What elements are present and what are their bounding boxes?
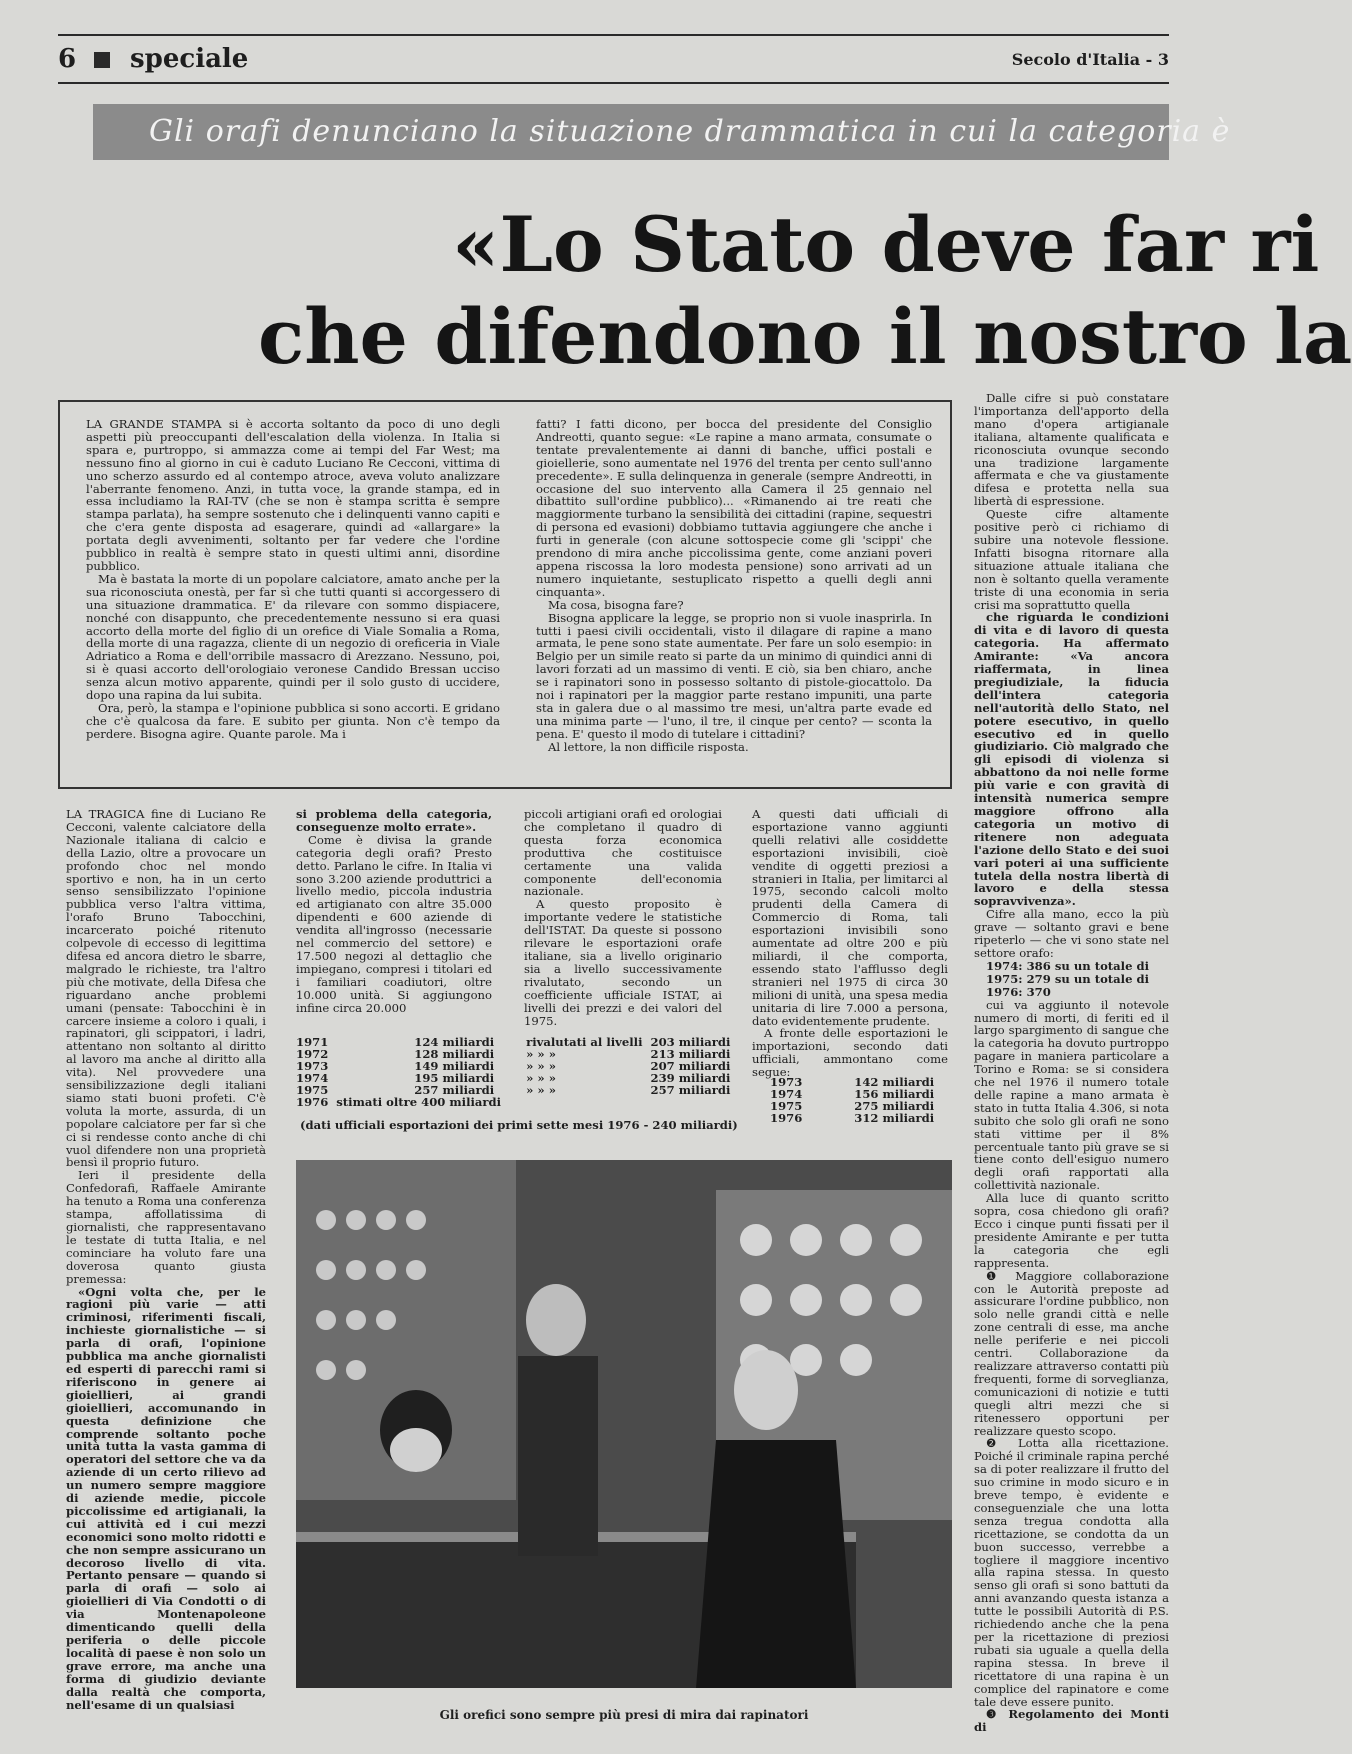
- article-column-1: [66, 808, 266, 1754]
- exports-year: 1975: [296, 1083, 329, 1097]
- article-paragraph: A questi dati ufficiali di esportazione vanno aggiunti quelli relativi alle cosiddette esportazioni invisibili, cioè vendite di oggetti preziosi a stranieri in Italia, per limitarci al 1975, secondo calcoli molto prudenti della Camera di Commercio di Roma, tali esportazioni invisibili sono aumentate ad oltre 200 e più miliardi, il che comporta, essendo stato l'afflusso degli stranieri nel 1975 di circa 30 milioni di unità, una spesa media unitaria di lire 7.000 a persona, dato evidentemente prudente.: [752, 807, 948, 1028]
- exports-revalued: 207 miliardi: [650, 1059, 731, 1073]
- jewelry-shop-photo: [296, 1160, 952, 1688]
- article-paragraph: A fronte delle esportazioni le importazioni, secondo dati ufficiali, ammontano come segue:: [752, 1026, 948, 1080]
- article-paragraph: Queste cifre altamente positive però ci richiamo di subire una notevole flessione. Infatti bisogna ritornare alla situazione attuale italiana che non è soltanto quella veramente triste di una economia in seria crisi ma soprattutto quella: [974, 507, 1169, 612]
- box-paragraph: fatti? I fatti dicono, per bocca del presidente del Consiglio Andreotti, quanto segue: «Le rapine a mano armata, consumate o tentate prevalentemente ai danni di banche, uffici postali e gioiellerie, sono aumentate nel 1976 del trenta per cento sull'anno precedente». E sulla delinquenza in generale (sempre Andreotti, in occasione del suo intervento alla Camera il 25 gennaio nel dibattito sull'ordine pubblico)... «Rimanendo ai tre reati che maggiormente turbano la sensibilità dei cittadini (rapine, sequestri di persona ed evasioni) dobbiamo tuttavia aggiungere che anche i furti in generale (con alcune sottospecie come gli 'scippi' che prendono di mira anche piccolissima gente, come anziani poveri appena riscossa la loro modesta pensione) sono arrivati ad un numero inquietante, sestuplicato rispetto a quelli degli anni cinquanta».: [536, 417, 933, 599]
- article-paragraph: ❷ Lotta alla ricettazione. Poiché il criminale rapina perché sa di poter realizzare il frutto del suo crimine in modo sicuro e in breve tempo, è evidente e conseguenziale che una lotta senza tregua condotta alla ricettazione, se condotta da un buon successo, verrebbe a togliere il maggiore incentivo alla rapina stessa. In questo senso gli orafi si sono battuti da anni avanzando questa istanza a tutte le possibili Autorità di P.S. richiedendo anche che la pena per la ricettazione di preziosi rubati sia uguale a quella della rapina stessa. In breve il ricettatore di una rapina è un complice del rapinatore e come tale deve essere punito.: [974, 1436, 1169, 1709]
- photo-caption: Gli orefici sono sempre più presi di mira dai rapinatori: [439, 1708, 809, 1722]
- imports-value: 312 miliardi: [854, 1111, 935, 1125]
- exports-year: 1972: [296, 1047, 329, 1061]
- article-paragraph: A questo proposito è importante vedere le statistiche dell'ISTAT. Da queste si possono rilevare le esportazioni orafe italiane, sia a livello originario sia a livello successivamente rivalutato, secondo un coefficiente ufficiale ISTAT, ai livelli dei prezzi e dei valori del 1975.: [524, 897, 722, 1028]
- imports-value: 156 miliardi: [854, 1087, 935, 1101]
- editorial-box: [58, 400, 952, 789]
- imports-value: 275 miliardi: [854, 1099, 935, 1113]
- box-paragraph: Ora, però, la stampa e l'opinione pubblica si sono accorti. E gridano che c'è qualcosa da fare. E subito per giunta. Non c'è tempo da perdere. Bisogna agire. Quante parole. Ma i: [86, 700, 500, 741]
- article-paragraph: Alla luce di quanto scritto sopra, cosa chiedono gli orafi? Ecco i cinque punti fissati per il presidente Amirante e per tutta la categoria che egli rappresenta.: [974, 1191, 1169, 1270]
- article-paragraph: LA TRAGICA fine di Luciano Re Cecconi, valente calciatore della Nazionale italiana di calcio e della Lazio, oltre a provocare un profondo choc nel mondo sportivo e non, ha in un certo senso sensibilizzato l'opinione pubblica verso l'altra vittima, l'orafo Bruno Tabocchini, incarcerato poiché ritenuto colpevole di eccesso di legittima difesa ed ancora dietro le sbarre, malgrado le richieste, tra l'altro più che motivate, della Difesa che riguardano anche problemi umani (pensate: Tabocchini è in carcere insieme a coloro i quali, i rapinatori, gli scippatori, i ladri, attentano non soltanto al diritto al lavoro ma anche al diritto alla vita). Nel provvedere una sensibilizzazione degli italiani siamo stati buoni profeti. C'è voluta la morte, assurda, di un popolare calciatore per far sì che ci si rendesse conto anche di chi vuol difendere non una proprietà bensì il proprio futuro.: [66, 807, 266, 1170]
- table-row: [766, 1112, 938, 1124]
- article-column-4: [752, 808, 948, 1078]
- exports-year: 1974: [296, 1071, 329, 1085]
- exports-revalued: 213 miliardi: [650, 1047, 731, 1061]
- section-square-icon: [94, 52, 110, 68]
- imports-year: 1976: [770, 1111, 803, 1125]
- exports-value: 195 miliardi: [414, 1071, 495, 1085]
- exports-year: 1973: [296, 1059, 329, 1073]
- exports-year: 1976: [296, 1095, 329, 1109]
- article-paragraph: piccoli artigiani orafi ed orologiai che completano il quadro di questa forza economica produttiva che costituisce certamente una valida componente dell'economia nazionale.: [524, 807, 722, 899]
- article-paragraph: ❶ Maggiore collaborazione con le Autorità preposte ad assicurare l'ordine pubblico, non solo nelle grandi città e nelle zone centrali di esse, ma anche nelle periferie e nei piccoli centri. Collaborazione da realizzare attraverso contatti più frequenti, forme di sorveglianza, comunicazioni di notizie e tutti quegli altri mezzi che si ritenessero opportuni per realizzare questo scopo.: [974, 1268, 1169, 1438]
- exports-value: 149 miliardi: [414, 1059, 495, 1073]
- article-paragraph: Cifre alla mano, ecco la più grave — soltanto gravi e bene ripeterlo — che vi sono state nel settore orafo:: [974, 907, 1169, 960]
- box-paragraph: Bisogna applicare la legge, se proprio non si vuole inasprirla. In tutti i paesi civili occidentali, visto il dilagare di rapine a mano armata, le pene sono state aumentate. Per fare un solo esempio: in Belgio per un simile reato si parte da un minimo di quindici anni di lavori forzati ad un massimo di venti. E ciò, sia ben chiaro, anche se i rapinatori sono in possesso soltanto di pistole-giocattolo. Da noi i rapinatori per la maggior parte restano impuniti, una parte sta in galera due o al massimo tre mesi, un'altra parte evade ed una minima parte — l'uno, il tre, il cinque per cento? — sconta la pena. E' questo il modo di tutelare i cittadini?: [536, 610, 932, 741]
- box-paragraph: Ma è bastata la morte di un popolare calciatore, amato anche per la sua riconosciuta onestà, per far sì che tutti quanti si accorgessero di una situazione drammatica. E' da rilevare con sommo dispiacere, nonché con disappunto, che precedentemente nessuno si era quasi accorto della morte del figlio di un orefice di Viale Somalia a Roma, della morte di una ragazza, cliente di un negozio di oreficeria in Viale Adriatico a Roma e dell'orribile massacro di Arezzano. Nessuno, poi, si è quasi accorto dell'orologiaio veronese Candido Bressan ucciso senza alcun motivo apparente, quindi per il solo gusto di uccidere, dopo una rapina da lui subita.: [86, 571, 500, 703]
- box-paragraph: LA GRANDE STAMPA si è accorta soltanto da poco di uno degli aspetti più preoccupanti dell'escalation della violenza. In Italia si spara e, purtroppo, si ammazza come ai tempi del Far West; ma nessuno fino al giorno in cui è caduto Luciano Re Cecconi, vittima di uno scherzo assurdo ed al contempo atroce, aveva voluto analizzare l'aberrante fenomeno. Anzi, in tutta voce, la grande stampa, ed in essa includiamo la RAI-TV (che se non è stampa scritta è sempre stampa parlata), ha sempre sostenuto che i delinquenti vanno capiti e che c'era gente disposta ad esagerare, quindi ad «allargare» la portata degli avvenimenti, soltanto per far vedere che l'ordine pubblico in realtà è sempre stato in questi ultimi anni, disordine pubblico.: [86, 417, 500, 573]
- newspaper-name: Secolo d'Italia - 3: [1011, 50, 1169, 69]
- exports-value: 257 miliardi: [414, 1083, 495, 1097]
- exports-revalued: 257 miliardi: [650, 1083, 731, 1097]
- article-paragraph-bold: si problema della categoria, conseguenze molto errate».: [296, 807, 492, 834]
- article-paragraph: Dalle cifre si può constatare l'importanza dell'apporto della mano d'opera artigianale italiana, altamente qualificata e riconosciuta ovunque secondo una tradizione largamente affermata e che va giustamente difesa e protetta nella sua libertà di espressione.: [974, 391, 1169, 509]
- top-rule: [58, 34, 1169, 36]
- exports-note: (dati ufficiali esportazioni dei primi sette mesi 1976 - 240 miliardi): [300, 1118, 738, 1132]
- exports-revalued: 239 miliardi: [650, 1071, 731, 1085]
- article-column-3: [524, 808, 722, 1028]
- box-paragraph: Al lettore, la non difficile risposta.: [548, 739, 749, 754]
- headline-line-2: che difendono il nostro la: [258, 292, 1352, 381]
- exports-value: stimati oltre 400 miliardi: [336, 1095, 502, 1109]
- article-paragraph: Ieri il presidente della Confedorafi, Raffaele Amirante ha tenuto a Roma una conferenza stampa, affollatissima di giornalisti, che rappresentavano le testate di tutta Italia, e nel cominciare ha voluto fare una doverosa quanto giusta premessa:: [66, 1168, 266, 1286]
- article-paragraph: cui va aggiunto il notevole numero di morti, di feriti ed il largo spargimento di sangue che la categoria ha dovuto purtroppo pagare in maniera particolare a Torino e Roma: se si considera che nel 1976 il numero totale delle rapine a mano armata è stato in tutta Italia 4.306, si nota subito che solo gli orafi ne sono stati vittime per il 8% percentuale tanto più grave se si tiene conto dell'esiguo numero degli orafi rapportati alla collettività nazionale.: [974, 997, 1169, 1193]
- running-header: [58, 40, 1169, 80]
- photo-illustration: [296, 1160, 952, 1688]
- exports-label: » » »: [526, 1047, 556, 1061]
- stat-line: 1976: 370: [986, 984, 1051, 999]
- box-left-column: [86, 418, 500, 774]
- exports-label: » » »: [526, 1059, 556, 1073]
- table-row: [292, 1096, 734, 1108]
- article-column-2: [296, 808, 492, 1034]
- header-rule: [58, 82, 1169, 84]
- exports-table: [292, 1036, 734, 1108]
- page-number: 6: [58, 44, 77, 74]
- exports-label: » » »: [526, 1083, 556, 1097]
- exports-value: 124 miliardi: [414, 1035, 495, 1049]
- article-paragraph-bold: «Ogni volta che, per le ragioni più varie — atti criminosi, riferimenti fiscali, inchieste giornalistiche — si parla di orafi, l'opinione pubblica ma anche giornalisti ed esperti di parecchi rami si riferiscono in genere ai gioiellieri, ai grandi gioiellieri, accomunando in questa definizione che comprende soltanto poche unità tutta la vasta gamma di operatori del settore che va da aziende di un certo rilievo ad un numero sempre maggiore di aziende medie, piccole piccolissime ed artigianali, la cui attività ed i cui mezzi economici sono molto ridotti e che non sempre assicurano un decoroso livello di vita. Pertanto pensare — quando si parla di orafi — solo ai gioiellieri di Via Condotti o di via Montenapoleone dimenticando quelli della periferia o delle piccole località di paese è non solo un grave errore, ma anche una forma di giudizio deviante dalla realtà che comporta, nell'esame di un qualsiasi: [66, 1284, 266, 1712]
- exports-label: » » »: [526, 1071, 556, 1085]
- imports-value: 142 miliardi: [854, 1075, 935, 1089]
- headline-line-1: «Lo Stato deve far ri: [452, 200, 1320, 289]
- imports-year: 1973: [770, 1075, 803, 1089]
- stat-line: 1974: 386 su un totale di: [986, 958, 1149, 973]
- imports-year: 1975: [770, 1099, 803, 1113]
- article-column-right: [974, 392, 1169, 1754]
- article-paragraph: Come è divisa la grande categoria degli orafi? Presto detto. Parlano le cifre. In Italia vi sono 3.200 aziende produttrici a livello medio, piccola industria ed artigianato con altre 35.000 dipendenti e 600 aziende di vendita all'ingrosso (necessarie nel commercio del settore) e 17.500 negozi al dettaglio che impiegano, compresi i titolari ed i familiari coadiutori, oltre 10.000 unità. Si aggiungono infine circa 20.000: [296, 832, 492, 1015]
- exports-label: rivalutati al livelli: [526, 1035, 643, 1049]
- exports-revalued: 203 miliardi: [650, 1035, 731, 1049]
- exports-year: 1971: [296, 1035, 329, 1049]
- imports-table: [766, 1076, 938, 1124]
- section-name: speciale: [130, 44, 249, 74]
- article-paragraph-bold: ❸ Regolamento dei Monti di: [974, 1707, 1169, 1735]
- box-paragraph: Ma cosa, bisogna fare?: [548, 597, 684, 612]
- kicker-text: Gli orafi denunciano la situazione drammatica in cui la categoria è: [149, 114, 1231, 149]
- exports-value: 128 miliardi: [414, 1047, 495, 1061]
- article-paragraph-bold: che riguarda le condizioni di vita e di lavoro di questa categoria. Ha affermato Amirante: «Va ancora riaffermata, in linea pregiudiziale, la fiducia dell'intera categoria nell'autorità dello Stato, nel potere esecutivo, in quello esecutivo ed in quello giudiziario. Ciò malgrado che gli episodi di violenza si abbattono da noi nelle forme più varie e con gravità di intensità numerica sempre maggiore offrono alla categoria un motivo di ritenere non adeguata l'azione dello Stato e dei suoi vari poteri ai una sufficiente tutela della nostra libertà di lavoro e della stessa sopravvivenza».: [974, 610, 1169, 909]
- stat-line: 1975: 279 su un totale di: [986, 971, 1149, 986]
- imports-year: 1974: [770, 1087, 803, 1101]
- box-right-column: [536, 418, 932, 774]
- kicker-banner: [93, 104, 1231, 160]
